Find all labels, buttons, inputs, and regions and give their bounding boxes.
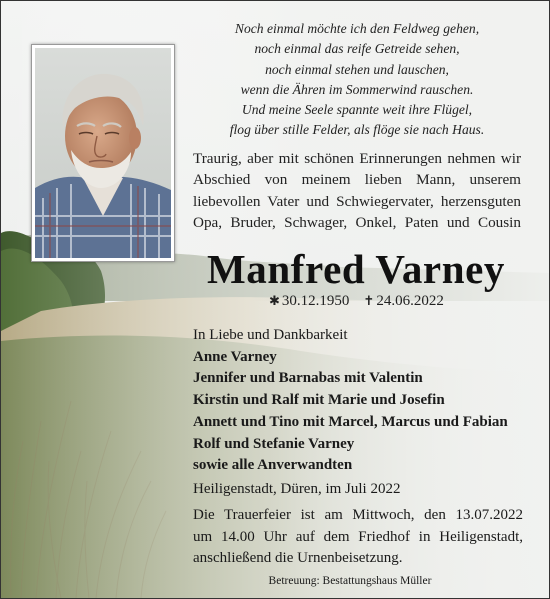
poem-line: Und meine Seele spannte weit ihre Flügel,: [241, 102, 473, 118]
portrait-photo: [31, 44, 175, 262]
funeral-line: anschließend die Urnenbeisetzung.: [193, 550, 403, 567]
intro-line: Abschied von meinem lieben Mann, unserem: [193, 171, 521, 189]
deceased-name: Manfred Varney: [206, 246, 506, 292]
death-date: 24.06.2022: [376, 293, 444, 309]
mourner-name: Anne Varney: [193, 348, 277, 365]
mourner-name: Annett und Tino mit Marcel, Marcus und Fabian: [193, 413, 508, 430]
poem-line: Noch einmal möchte ich den Feldweg gehen,: [234, 21, 480, 36]
intro-text: [193, 148, 521, 233]
funeral-home-credit: Betreuung: Bestattungshaus Müller: [268, 575, 432, 587]
poem-line: noch einmal das reife Getreide sehen,: [254, 41, 460, 57]
mourner-name: Rolf und Stefanie Varney: [193, 435, 355, 452]
intro-line: Traurig, aber mit schönen Erinnerungen nehmen wir: [193, 150, 521, 167]
mourners-list: [193, 325, 533, 477]
birth-date: 30.12.1950: [281, 293, 350, 309]
funeral-info: [193, 505, 523, 570]
poem-line: flog über stille Felder, als flöge sie nach Haus.: [229, 122, 485, 138]
intro-line: Opa, Bruder, Schwager, Onkel, Paten und Cousin: [193, 213, 521, 231]
death-cross-icon: ✝: [363, 293, 375, 308]
life-dates: [269, 293, 444, 310]
birth-star-icon: ✱: [269, 293, 280, 308]
mourners-lead: In Liebe und Dankbarkeit: [193, 327, 348, 343]
portrait-photo-icon: [35, 48, 171, 258]
intro-line: liebevollen Vater und Schwiegervater, herzensguten: [193, 192, 521, 210]
place-date: Heiligenstadt, Düren, im Juli 2022: [193, 481, 401, 497]
poem: [201, 19, 513, 141]
funeral-line: um 14.00 Uhr auf dem Friedhof in Heiligenstadt,: [193, 528, 523, 545]
poem-line: wenn die Ähren im Sommerwind rauschen.: [240, 81, 474, 97]
mourner-name: sowie alle Anverwandten: [193, 457, 353, 474]
poem-line: noch einmal stehen und lauschen,: [265, 61, 449, 77]
mourner-name: Jennifer und Barnabas mit Valentin: [193, 370, 423, 387]
funeral-line: Die Trauerfeier ist am Mittwoch, den 13.07.2022: [193, 507, 523, 523]
mourner-name: Kirstin und Ralf mit Marie und Josefin: [193, 392, 445, 409]
